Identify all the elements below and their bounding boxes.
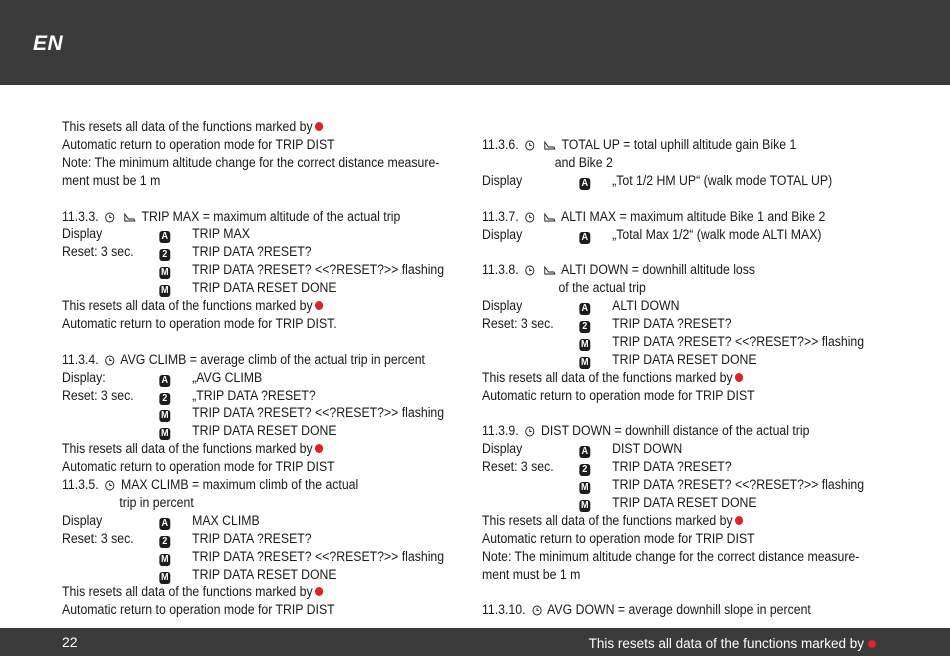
row-text: TRIP DATA ?RESET? <<?RESET?>> flashing [612, 333, 865, 349]
key-m-icon: M [161, 571, 169, 583]
text-line: This resets all data of the functions marked by [62, 298, 313, 314]
section-heading [482, 208, 873, 226]
row-label: Display [62, 226, 103, 242]
clock-trip-icon [525, 212, 535, 223]
row-label: Reset: 3 sec. [62, 387, 134, 403]
section-number: 11.3.5. [62, 477, 99, 493]
text-line: This resets all data of the functions marked by [482, 512, 733, 528]
key-a-icon: A [159, 518, 170, 530]
red-dot-icon [315, 122, 323, 131]
row-text: „Total Max 1/2“ (walk mode ALTI MAX) [612, 226, 822, 242]
bike-shoe-icon [544, 140, 556, 151]
section-title: ALTI MAX = maximum altitude Bike 1 and Bike 2 [561, 208, 826, 224]
footer-note-text: This resets all data of the functions marked by [588, 636, 864, 651]
text-line: This resets all data of the functions marked by [482, 369, 733, 385]
row-text: TRIP DATA ?RESET? [612, 459, 732, 475]
key-a-icon: A [159, 231, 170, 243]
row-text: TRIP DATA ?RESET? [192, 244, 312, 260]
footer-bar [0, 628, 950, 656]
row-text: ALTI DOWN [612, 298, 680, 314]
bike-shoe-icon [544, 212, 556, 223]
row-label: Display: [62, 369, 106, 385]
section-number: 11.3.6. [482, 137, 519, 152]
section-title: DIST DOWN = downhill distance of the actual trip [540, 423, 810, 439]
red-dot-icon [735, 516, 743, 525]
row-label: Display [482, 298, 523, 314]
clock-trip-icon [105, 212, 115, 223]
section-heading [62, 476, 453, 494]
footer-note [589, 636, 876, 651]
section-title: AVG DOWN = average downhill slope in percent [547, 602, 811, 618]
row-text: TRIP DATA ?RESET? [612, 316, 732, 332]
section-heading [62, 351, 453, 369]
key-m-icon: M [161, 410, 169, 422]
section-title-continued: and Bike 2 [554, 154, 613, 170]
key-m-icon: M [581, 500, 589, 512]
header-bar [0, 0, 950, 85]
text-line: ment must be 1 m [62, 172, 161, 188]
text-line: This resets all data of the functions marked by [62, 441, 313, 457]
key-m-icon: M [161, 553, 169, 565]
row-label: Reset: 3 sec. [482, 316, 554, 332]
key-m-icon: M [581, 338, 589, 350]
section-title: AVG CLIMB = average climb of the actual trip in percent [120, 351, 425, 367]
text-line: ment must be 1 m [482, 566, 581, 582]
key-2-icon: 2 [159, 536, 170, 548]
key-2-icon: 2 [579, 321, 590, 333]
section-heading [482, 601, 873, 619]
row-text: TRIP DATA ?RESET? <<?RESET?>> flashing [192, 405, 445, 421]
section-number: 11.3.7. [482, 208, 519, 224]
section-number: 11.3.8. [482, 262, 519, 278]
right-column [482, 136, 873, 619]
section-heading [482, 422, 873, 440]
row-text: TRIP DATA ?RESET? [192, 530, 312, 546]
section-title-continued: of the actual trip [558, 280, 646, 296]
row-text: TRIP DATA RESET DONE [192, 566, 337, 582]
row-text: „Tot 1/2 HM UP“ (walk mode TOTAL UP) [612, 172, 833, 188]
red-dot-icon [315, 444, 323, 453]
row-text: TRIP MAX [192, 226, 250, 242]
section-heading [482, 261, 873, 279]
section-heading [482, 136, 873, 154]
row-text: TRIP DATA RESET DONE [612, 351, 757, 367]
section-heading [62, 208, 453, 226]
clock-trip-icon [105, 480, 115, 491]
text-line: Automatic return to operation mode for TRIP DIST [62, 602, 335, 618]
section-title: MAX CLIMB = maximum climb of the actual [120, 477, 359, 493]
row-label: Reset: 3 sec. [482, 459, 554, 475]
red-dot-icon [315, 587, 323, 596]
row-label: Reset: 3 sec. [62, 530, 134, 546]
section-number: 11.3.9. [482, 423, 519, 439]
language-label: EN [33, 32, 64, 55]
row-text: TRIP DATA ?RESET? <<?RESET?>> flashing [192, 262, 445, 278]
left-column [62, 118, 453, 619]
key-2-icon: 2 [159, 249, 170, 261]
red-dot-icon [315, 301, 323, 310]
clock-trip-icon [525, 140, 535, 151]
key-a-icon: A [159, 375, 170, 387]
row-text: TRIP DATA RESET DONE [192, 280, 337, 296]
row-text: „TRIP DATA ?RESET? [192, 387, 316, 403]
clock-trip-icon [532, 605, 542, 616]
row-text: TRIP DATA ?RESET? <<?RESET?>> flashing [192, 548, 445, 564]
section-title: TOTAL UP = total uphill altitude gain Bike 1 [561, 137, 797, 152]
text-line: Note: The minimum altitude change for the correct distance measure- [482, 548, 860, 564]
key-m-icon: M [581, 356, 589, 368]
red-dot-icon [735, 373, 743, 382]
key-m-icon: M [581, 482, 589, 494]
bike-shoe-icon [124, 212, 136, 223]
key-m-icon: M [161, 267, 169, 279]
row-text: TRIP DATA RESET DONE [192, 423, 337, 439]
row-text: DIST DOWN [612, 441, 683, 457]
row-text: TRIP DATA RESET DONE [612, 495, 757, 511]
section-number: 11.3.3. [62, 208, 99, 224]
section-number: 11.3.10. [482, 602, 526, 618]
red-dot-icon [868, 640, 876, 648]
clock-trip-icon [525, 426, 535, 437]
section-number: 11.3.4. [62, 351, 99, 367]
key-a-icon: A [579, 303, 590, 315]
key-2-icon: 2 [159, 393, 170, 405]
row-label: Display [482, 226, 523, 242]
row-text: TRIP DATA ?RESET? <<?RESET?>> flashing [612, 477, 865, 493]
key-a-icon: A [579, 446, 590, 458]
text-line: Automatic return to operation mode for TRIP DIST. [62, 315, 337, 331]
page-number: 22 [62, 634, 78, 650]
row-text: MAX CLIMB [192, 512, 260, 528]
text-line: Automatic return to operation mode for TRIP DIST [62, 136, 335, 152]
clock-trip-icon [105, 355, 115, 366]
key-m-icon: M [161, 428, 169, 440]
row-label: Display [482, 441, 523, 457]
section-title: ALTI DOWN = downhill altitude loss [561, 262, 756, 278]
section-title-continued: trip in percent [119, 494, 194, 510]
row-label: Display [482, 172, 523, 188]
row-label: Reset: 3 sec. [62, 244, 134, 260]
text-line: This resets all data of the functions marked by [62, 584, 313, 600]
section-title: TRIP MAX = maximum altitude of the actual trip [141, 208, 401, 224]
bike-shoe-icon [544, 265, 556, 276]
text-line: This resets all data of the functions marked by [62, 119, 313, 134]
row-label: Display [62, 512, 103, 528]
text-line: Note: The minimum altitude change for the correct distance measure- [62, 154, 440, 170]
row-text: „AVG CLIMB [192, 369, 263, 385]
text-line: Automatic return to operation mode for TRIP DIST [62, 459, 335, 475]
key-a-icon: A [579, 178, 590, 190]
text-line: Automatic return to operation mode for TRIP DIST [482, 387, 755, 403]
key-m-icon: M [161, 285, 169, 297]
clock-trip-icon [525, 265, 535, 276]
text-line: Automatic return to operation mode for TRIP DIST [482, 530, 755, 546]
key-2-icon: 2 [579, 464, 590, 476]
key-a-icon: A [579, 232, 590, 244]
